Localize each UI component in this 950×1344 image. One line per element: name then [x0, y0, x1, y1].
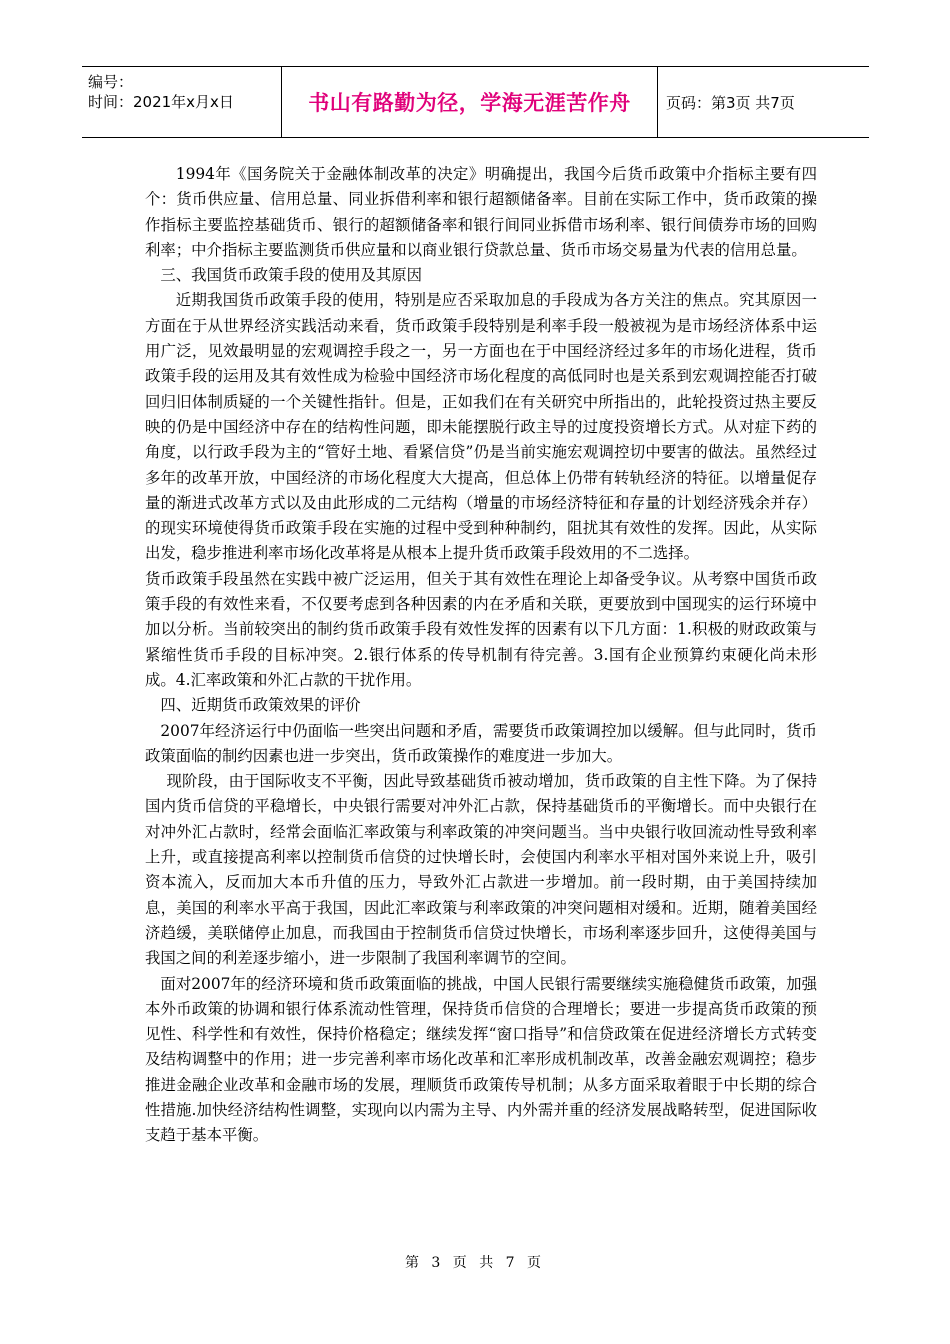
paragraph-effectiveness: 货币政策手段虽然在实践中被广泛运用，但关于其有效性在理论上却备受争议。从考察中国货币政策手段的有效性来看，不仅要考虑到各种因素的内在矛盾和关联，更要放到中国现实的运行环境中加以分析。当前较突出的制约货币政策手段有效性发挥的因素有以下几方面：1.积极的财政政策与紧缩性货币手段的目标冲突。2.银行体系的传导机制有待完善。3.国有企业预算约束硬化尚未形成。4.汇率政策和外汇占款的干扰作用。 [145, 569, 817, 689]
paragraph-outlook: 面对2007年的经济环境和货币政策面临的挑战，中国人民银行需要继续实施稳健货币政策，加强本外币政策的协调和银行体系流动性管理，保持货币信贷的合理增长；要进一步提高货币政策的预见性、科学性和有效性，保持价格稳定；继续发挥“窗口指导”和信贷政策在促进经济增长方式转变及结构调整中的作用；进一步完善利率市场化改革和汇率形成机制改革，改善金融宏观调控；稳步推进金融企业改革和金融市场的发展，理顺货币政策传导机制；从多方面采取着眼于中长期的综合性措施.加快经济结构性调整，实现向以内需为主导、内外需并重的经济发展战略转型，促进国际收支趋于基本平衡。 [145, 974, 817, 1145]
header-motto: 书山有路勤为径，学海无涯苦作舟 [308, 91, 631, 115]
document-body [145, 162, 817, 1149]
paragraph-2007-overview: 2007年经济运行中仍面临一些突出问题和矛盾，需要货币政策调控加以缓解。但与此同时，货币政策面临的制约因素也进一步突出，货币政策操作的难度进一步加大。 [145, 721, 817, 765]
paragraph-policy-tools: 近期我国货币政策手段的使用，特别是应否采取加息的手段成为各方关注的焦点。究其原因一方面在于从世界经济实践活动来看，货币政策手段特别是利率手段一般被视为是市场经济体系中运用广泛，见效最明显的宏观调控手段之一，另一方面也在于中国经济经过多年的市场化进程，货币政策手段的运用及其有效性成为检验中国经济市场化程度的高低同时也是关系到宏观调控能否打破回归旧体制质疑的一个关键性指针。但是，正如我们在有关研究中所指出的，此轮投资过热主要反映的仍是中国经济中存在的结构性问题，即未能摆脱行政主导的过度投资增长方式。从对症下药的角度，以行政手段为主的“管好土地、看紧信贷”仍是当前实施宏观调控切中要害的做法。虽然经过多年的改革开放，中国经济的市场化程度大大提高，但总体上仍带有转轨经济的特征。以增量促存量的渐进式改革方式以及由此形成的二元结构（增量的市场经济特征和存量的计划经济残余并存）的现实环境使得货币政策手段在实施的过程中受到种种制约，阻扰其有效性的发挥。因此，从实际出发，稳步推进利率市场化改革将是从根本上提升货币政策手段效用的不二选择。 [145, 291, 817, 563]
paragraph-current-stage: 现阶段，由于国际收支不平衡，因此导致基础货币被动增加，货币政策的自主性下降。为了保持国内货币信贷的平稳增长，中央银行需要对冲外汇占款，保持基础货币的平衡增长。而中央银行在对冲外汇占款时，经常会面临汇率政策与利率政策的冲突问题当。当中央银行收回流动性导致利率上升，或直接提高利率以控制货币信贷的过快增长时，会使国内利率水平相对国外来说上升，吸引资本流入，反而加大本币升值的压力，导致外汇占款进一步增加。前一段时期，由于美国持续加息，美国的利率水平高于我国，因此汇率政策与利率政策的冲突问题相对缓和。近期，随着美国经济趋缓，美联储停止加息，而我国由于控制货币信贷过快增长，市场利率逐步回升，这使得美国与我国之间的利差逐步缩小，进一步限制了我国利率调节的空间。 [145, 772, 817, 968]
header-meta-cell [82, 67, 282, 137]
document-date-label: 时间：2021年x月x日 [88, 93, 234, 111]
document-number-label: 编号： [88, 73, 134, 91]
paragraph-intermediate-targets: 1994年《国务院关于金融体制改革的决定》明确提出，我国今后货币政策中介指标主要有四个：货币供应量、信用总量、同业拆借利率和银行超额储备率。目前在实际工作中，货币政策的操作指标主要监控基础货币、银行的超额储备率和银行间同业拆借市场利率、银行间债券市场的回购利率；中介指标主要监测货币供应量和以商业银行贷款总量、货币市场交易量为代表的信用总量。 [145, 165, 817, 259]
page-footer: 第 3 页 共 7 页 [404, 1255, 546, 1271]
header-motto-cell [282, 67, 658, 137]
header-page-info: 页码：第3页 共7页 [666, 93, 795, 112]
section-heading-3: 三、我国货币政策手段的使用及其原因 [160, 266, 423, 285]
section-heading-4: 四、近期货币政策效果的评价 [160, 696, 361, 715]
header-table [82, 66, 869, 138]
